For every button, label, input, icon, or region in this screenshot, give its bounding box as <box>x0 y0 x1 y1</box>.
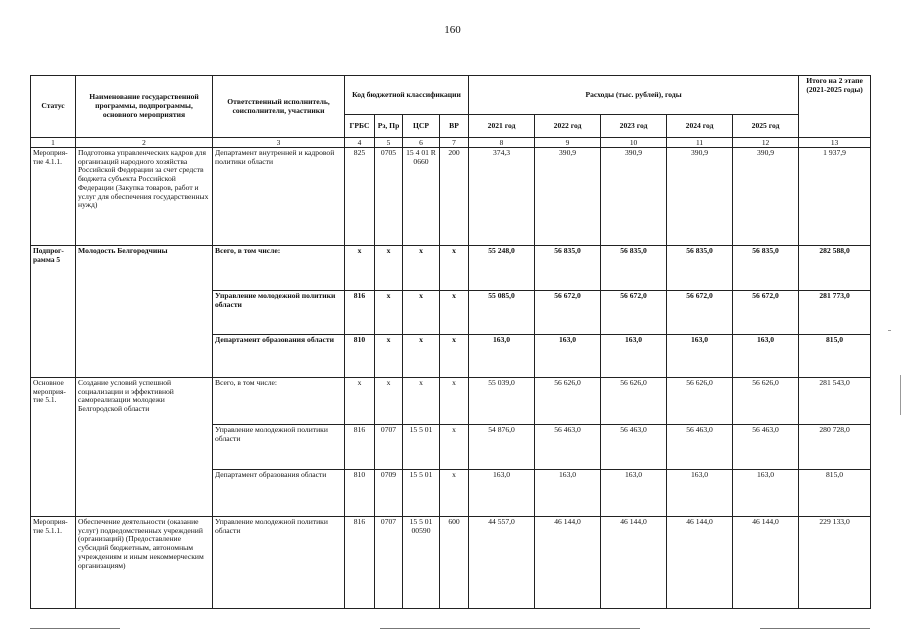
cell-rzpr: х <box>375 378 403 425</box>
column-number: 12 <box>733 138 799 148</box>
cell-2025: 56 626,0 <box>733 378 799 425</box>
row-name: Молодость Белгородчины <box>76 246 213 378</box>
header-year-2022: 2022 год <box>535 115 601 138</box>
cell-total: 229 133,0 <box>799 517 871 609</box>
table-row <box>31 148 871 246</box>
row-executor: Управление молодежной политики области <box>213 291 345 335</box>
header-executor: Ответственный исполнитель, соисполнители, участники <box>213 76 345 138</box>
scan-mark <box>900 375 901 415</box>
cell-total: 1 937,9 <box>799 148 871 246</box>
header-year-2025: 2025 год <box>733 115 799 138</box>
cell-rzpr: 0707 <box>375 517 403 609</box>
column-number: 8 <box>469 138 535 148</box>
cell-2023: 56 626,0 <box>601 378 667 425</box>
cell-total: 282 588,0 <box>799 246 871 291</box>
header-year-2024: 2024 год <box>667 115 733 138</box>
cell-rzpr: х <box>375 246 403 291</box>
header-total: Итого на 2 этапе (2021-2025 годы) <box>799 76 871 138</box>
cell-total: 815,0 <box>799 470 871 517</box>
cell-2025: 46 144,0 <box>733 517 799 609</box>
cell-2023: 390,9 <box>601 148 667 246</box>
cell-rzpr: х <box>375 291 403 335</box>
cell-2022: 163,0 <box>535 470 601 517</box>
cell-grbs: х <box>345 246 375 291</box>
row-executor: Департамент внутренней и кадровой политики области <box>213 148 345 246</box>
cell-vr: 200 <box>440 148 469 246</box>
cell-2022: 163,0 <box>535 335 601 378</box>
column-number: 9 <box>535 138 601 148</box>
column-number: 5 <box>375 138 403 148</box>
scan-footer-line <box>760 628 870 629</box>
cell-2021: 54 876,0 <box>469 425 535 470</box>
cell-grbs: 825 <box>345 148 375 246</box>
cell-vr: 600 <box>440 517 469 609</box>
scan-footer-line <box>380 628 640 629</box>
cell-grbs: 810 <box>345 470 375 517</box>
cell-2021: 44 557,0 <box>469 517 535 609</box>
cell-2025: 163,0 <box>733 335 799 378</box>
column-number: 10 <box>601 138 667 148</box>
cell-grbs: 816 <box>345 425 375 470</box>
cell-2024: 56 463,0 <box>667 425 733 470</box>
cell-2023: 46 144,0 <box>601 517 667 609</box>
header-rzpr: Рз, Пр <box>375 115 403 138</box>
cell-vr: х <box>440 335 469 378</box>
header-year-2023: 2023 год <box>601 115 667 138</box>
cell-vr: х <box>440 246 469 291</box>
cell-2023: 56 835,0 <box>601 246 667 291</box>
cell-csr: х <box>403 335 440 378</box>
cell-2022: 56 672,0 <box>535 291 601 335</box>
cell-2022: 56 835,0 <box>535 246 601 291</box>
cell-2021: 374,3 <box>469 148 535 246</box>
cell-2023: 163,0 <box>601 335 667 378</box>
column-number: 1 <box>31 138 76 148</box>
row-status: Мероприя-тие 5.1.1. <box>31 517 76 609</box>
cell-2024: 56 626,0 <box>667 378 733 425</box>
row-status: Подпрог-рамма 5 <box>31 246 76 378</box>
table-row <box>31 246 871 291</box>
cell-2025: 390,9 <box>733 148 799 246</box>
row-executor: Департамент образования области <box>213 470 345 517</box>
cell-csr: х <box>403 246 440 291</box>
cell-vr: х <box>440 291 469 335</box>
cell-grbs: 810 <box>345 335 375 378</box>
cell-2023: 56 463,0 <box>601 425 667 470</box>
cell-2021: 163,0 <box>469 470 535 517</box>
cell-total: 280 728,0 <box>799 425 871 470</box>
column-number: 7 <box>440 138 469 148</box>
cell-vr: х <box>440 425 469 470</box>
cell-2022: 46 144,0 <box>535 517 601 609</box>
page-number: 160 <box>444 24 461 36</box>
cell-2024: 46 144,0 <box>667 517 733 609</box>
cell-grbs: 816 <box>345 517 375 609</box>
cell-2024: 163,0 <box>667 335 733 378</box>
column-number: 3 <box>213 138 345 148</box>
column-number: 6 <box>403 138 440 148</box>
scan-mark <box>888 330 891 331</box>
table-row <box>31 517 871 609</box>
table-row <box>31 378 871 425</box>
header-csr: ЦСР <box>403 115 440 138</box>
cell-csr: х <box>403 378 440 425</box>
header-budget-code: Код бюджетной классификации <box>345 76 469 115</box>
cell-2021: 55 085,0 <box>469 291 535 335</box>
cell-rzpr: х <box>375 335 403 378</box>
cell-2023: 163,0 <box>601 470 667 517</box>
cell-2023: 56 672,0 <box>601 291 667 335</box>
cell-2025: 56 835,0 <box>733 246 799 291</box>
row-executor: Всего, в том числе: <box>213 246 345 291</box>
header-year-2021: 2021 год <box>469 115 535 138</box>
row-executor: Управление молодежной политики области <box>213 425 345 470</box>
row-executor: Департамент образования области <box>213 335 345 378</box>
cell-2022: 56 626,0 <box>535 378 601 425</box>
cell-2021: 55 039,0 <box>469 378 535 425</box>
cell-rzpr: 0705 <box>375 148 403 246</box>
cell-2021: 163,0 <box>469 335 535 378</box>
cell-csr: 15 5 01 <box>403 470 440 517</box>
cell-vr: х <box>440 378 469 425</box>
scan-footer-line <box>30 628 120 629</box>
header-name: Наименование государственной программы, подпрограммы, основного мероприятия <box>76 76 213 138</box>
column-number: 4 <box>345 138 375 148</box>
cell-2024: 56 835,0 <box>667 246 733 291</box>
cell-csr: 15 5 01 00590 <box>403 517 440 609</box>
cell-2022: 56 463,0 <box>535 425 601 470</box>
cell-vr: х <box>440 470 469 517</box>
header-vr: ВР <box>440 115 469 138</box>
cell-csr: х <box>403 291 440 335</box>
cell-2024: 56 672,0 <box>667 291 733 335</box>
column-number: 2 <box>76 138 213 148</box>
cell-2024: 163,0 <box>667 470 733 517</box>
cell-total: 281 773,0 <box>799 291 871 335</box>
cell-grbs: х <box>345 378 375 425</box>
cell-2025: 163,0 <box>733 470 799 517</box>
cell-2025: 56 463,0 <box>733 425 799 470</box>
row-status: Мероприя-тие 4.1.1. <box>31 148 76 246</box>
cell-total: 815,0 <box>799 335 871 378</box>
column-number-row <box>31 138 871 148</box>
row-executor: Управление молодежной политики области <box>213 517 345 609</box>
row-name: Обеспечение деятельности (оказание услуг) подведомственных учреждений (организаций) (Предоставление субсидий бюджетным, автономным учреждениям и иным некоммерческим организациям) <box>76 517 213 609</box>
row-name: Создание условий успешной социализации и эффективной самореализации молодежи Белгородской области <box>76 378 213 517</box>
column-number: 13 <box>799 138 871 148</box>
budget-table <box>30 75 871 609</box>
cell-total: 281 543,0 <box>799 378 871 425</box>
cell-grbs: 816 <box>345 291 375 335</box>
header-status: Статус <box>31 76 76 138</box>
column-number: 11 <box>667 138 733 148</box>
cell-2024: 390,9 <box>667 148 733 246</box>
header-grbs: ГРБС <box>345 115 375 138</box>
cell-2021: 55 248,0 <box>469 246 535 291</box>
cell-rzpr: 0709 <box>375 470 403 517</box>
row-name: Подготовка управленческих кадров для организаций народного хозяйства Российской Федерации за счет средств бюджета субъекта Российской Федерации (Закупка товаров, работ и услуг для обеспечения государственных нужд) <box>76 148 213 246</box>
cell-2022: 390,9 <box>535 148 601 246</box>
header-expenses: Расходы (тыс. рублей), годы <box>469 76 799 115</box>
cell-rzpr: 0707 <box>375 425 403 470</box>
row-executor: Всего, в том числе: <box>213 378 345 425</box>
cell-csr: 15 4 01 R 0660 <box>403 148 440 246</box>
cell-csr: 15 5 01 <box>403 425 440 470</box>
row-status: Основное мероприя-тие 5.1. <box>31 378 76 517</box>
cell-2025: 56 672,0 <box>733 291 799 335</box>
